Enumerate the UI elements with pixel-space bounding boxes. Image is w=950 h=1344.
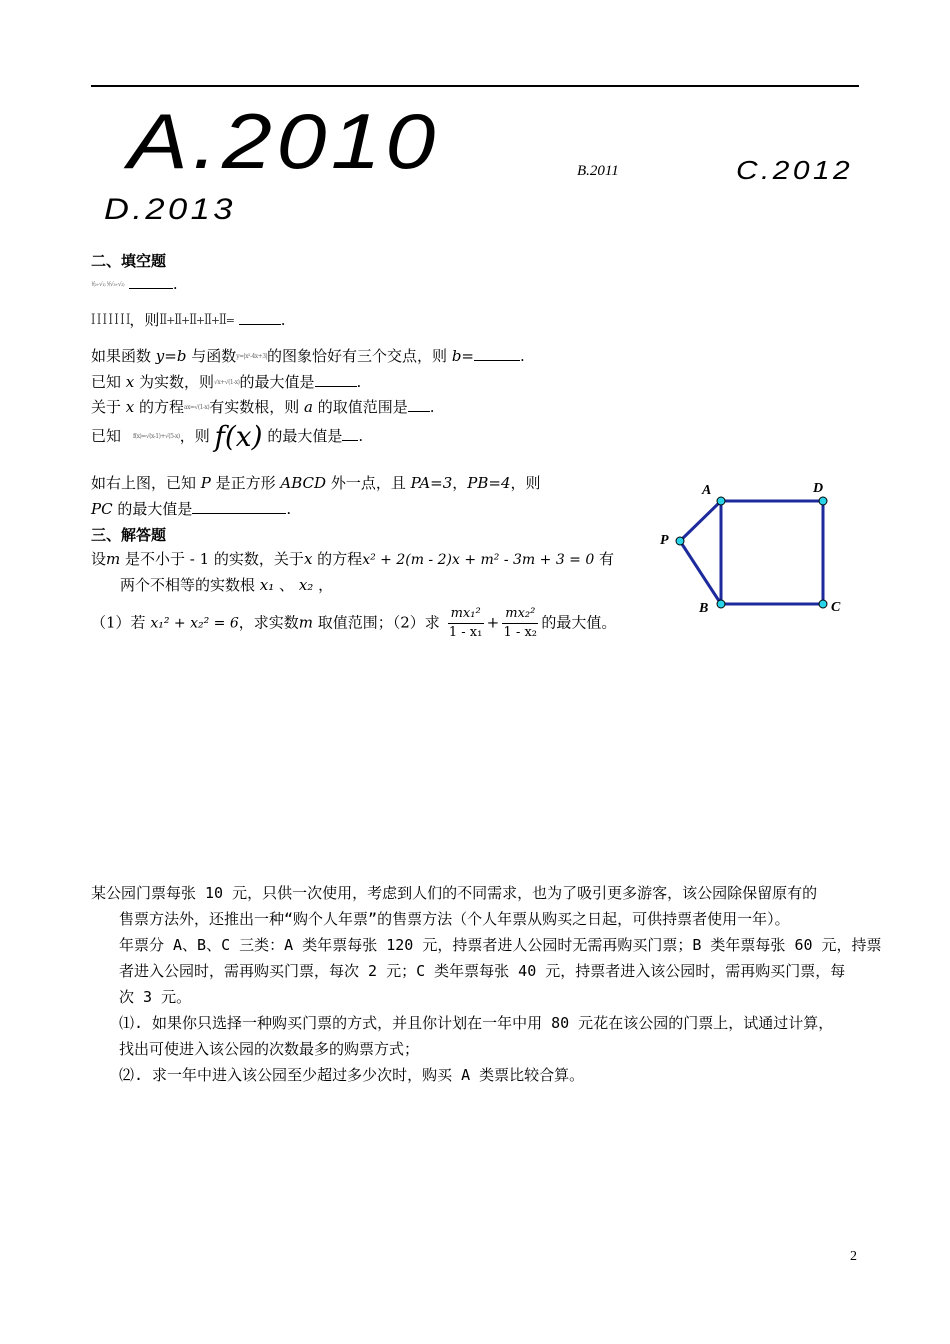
park-line: 某公园门票每张 10 元，只供一次使用，考虑到人们的不同需求，也为了吸引更多游客，该公园除保留原有的	[91, 884, 818, 902]
label-b: B	[699, 601, 709, 616]
page-number: 2	[850, 1249, 857, 1264]
park-problem	[91, 880, 882, 1088]
answer-blank[interactable]	[342, 426, 358, 441]
garbled-formula-image: ꟾꟾ+ꟾꟾ+ꟾꟾ+ꟾꟾ+ꟾꟾ=	[159, 314, 234, 327]
header-rule	[91, 85, 859, 87]
choice-c: C.2012	[736, 155, 854, 185]
park-line: 年票分 A、B、C 三类：A 类年票每张 120 元，持票者进人公园时无需再购买门票；B 类年票每张 60 元，持票	[119, 936, 882, 954]
answer-blank[interactable]	[408, 397, 430, 412]
fill-question-4: 已知 x 为实数，则√x+√(1-x)的最大值是 .	[91, 373, 362, 391]
garbled-formula-image: ꟾ ꟾ ꟾ ꟾ ꟾ ꟾ ꟾ	[91, 314, 130, 327]
label-a: A	[702, 483, 712, 498]
point-a	[717, 497, 725, 505]
point-c	[819, 600, 827, 608]
function-f-of-x: f(x)	[214, 420, 263, 453]
fill-section-heading: 二、填空题	[91, 252, 167, 270]
label-c: C	[831, 600, 841, 615]
park-subquestion-1: ⑴. 如果你只选择一种购买门票的方式，并且你计划在一年中用 80 元花在该公园的门票上，试通过计算，	[119, 1014, 834, 1032]
fill-question-7-line-1: 如右上图，已知 P 是正方形 ABCD 外一点，且 PA=3，PB=4，则	[91, 474, 541, 492]
answer-blank[interactable]	[315, 372, 357, 387]
answer-blank[interactable]	[129, 274, 173, 289]
fill-question-6: 已知 f(x)=√(x-1)+√(5-x)，则 f(x) 的最大值是 .	[91, 420, 364, 453]
fill-question-7-line-2: PC 的最大值是 .	[91, 500, 292, 518]
point-p	[676, 537, 684, 545]
park-line: 次 3 元。	[119, 988, 192, 1006]
garbled-formula-image: ax=√(1-x)	[184, 404, 210, 411]
fill-question-5: 关于 x 的方程ax=√(1-x)有实数根，则 a 的取值范围是 .	[91, 398, 435, 416]
garbled-formula-image: f(x)=√(x-1)+√(5-x)	[133, 433, 180, 440]
park-line: 者进入公园时，需再购买门票，每次 2 元；C 类年票每张 40 元，持票者进入该公园时，需再购买门票，每	[119, 962, 846, 980]
answer-blank[interactable]	[239, 310, 281, 325]
fill-question-1: ¹⁄₍₂₊√₁₎ ¹⁄₍√₃₊√₂₎ .	[91, 275, 178, 293]
park-line: 售票方法外，还推出一种“购个人年票”的售票方法（个人年票从购买之日起，可供持票者使用一年）。	[119, 910, 790, 928]
choice-a: A.2010	[128, 97, 440, 185]
park-line: 找出可使进入该公园的次数最多的购票方式；	[119, 1040, 420, 1058]
park-subquestion-2: ⑵. 求一年中进入该公园至少超过多少次时，购买 A 类票比较合算。	[119, 1066, 585, 1084]
answer-section-heading: 三、解答题	[91, 526, 167, 544]
problem-1-line-3: （1）若 x₁² + x₂² = 6，求实数m 取值范围；（2）求 $\frac{\text{mx₁²}}{\text{1 - x₁}}$ + $\frac{\text{mx₂²}}{\text{1 - x₂}}$ 的最大值。	[91, 606, 617, 640]
garbled-formula-image: y=|x²-4x+3|	[236, 353, 268, 360]
answer-blank[interactable]	[192, 499, 286, 514]
square-diagram	[650, 475, 850, 625]
point-d	[819, 497, 827, 505]
segment-pa	[680, 501, 721, 541]
answer-blank[interactable]	[474, 346, 520, 361]
garbled-formula-image: √x+√(1-x)	[214, 379, 240, 386]
label-d: D	[813, 481, 824, 496]
label-p: P	[660, 533, 669, 548]
fill-question-2: ꟾ ꟾ ꟾ ꟾ ꟾ ꟾ ꟾ，则ꟾꟾ+ꟾꟾ+ꟾꟾ+ꟾꟾ+ꟾꟾ= .	[91, 311, 286, 329]
fraction-1: $\frac{\text{mx₁²}}{\text{1 - x₁}}$	[448, 606, 483, 640]
segment-pb	[680, 541, 721, 604]
point-b	[717, 600, 725, 608]
choice-b: B.2011	[577, 163, 619, 179]
fraction-2: $\frac{\text{mx₂²}}{\text{1 - x₂}}$	[503, 606, 538, 640]
problem-1-line-1: 设m 是不小于 - 1 的实数，关于x 的方程x² + 2(m - 2)x + m² - 3m + 3 = 0 有	[91, 550, 615, 568]
garbled-formula-image: ¹⁄₍₂₊√₁₎ ¹⁄₍√₃₊√₂₎	[91, 281, 125, 288]
fill-question-3: 如果函数 y=b 与函数y=|x²-4x+3|的图象恰好有三个交点，则 b= .	[91, 347, 525, 365]
problem-1-line-2: 两个不相等的实数根 x₁ 、 x₂ ，	[120, 576, 334, 594]
choice-d: D.2013	[104, 193, 236, 226]
